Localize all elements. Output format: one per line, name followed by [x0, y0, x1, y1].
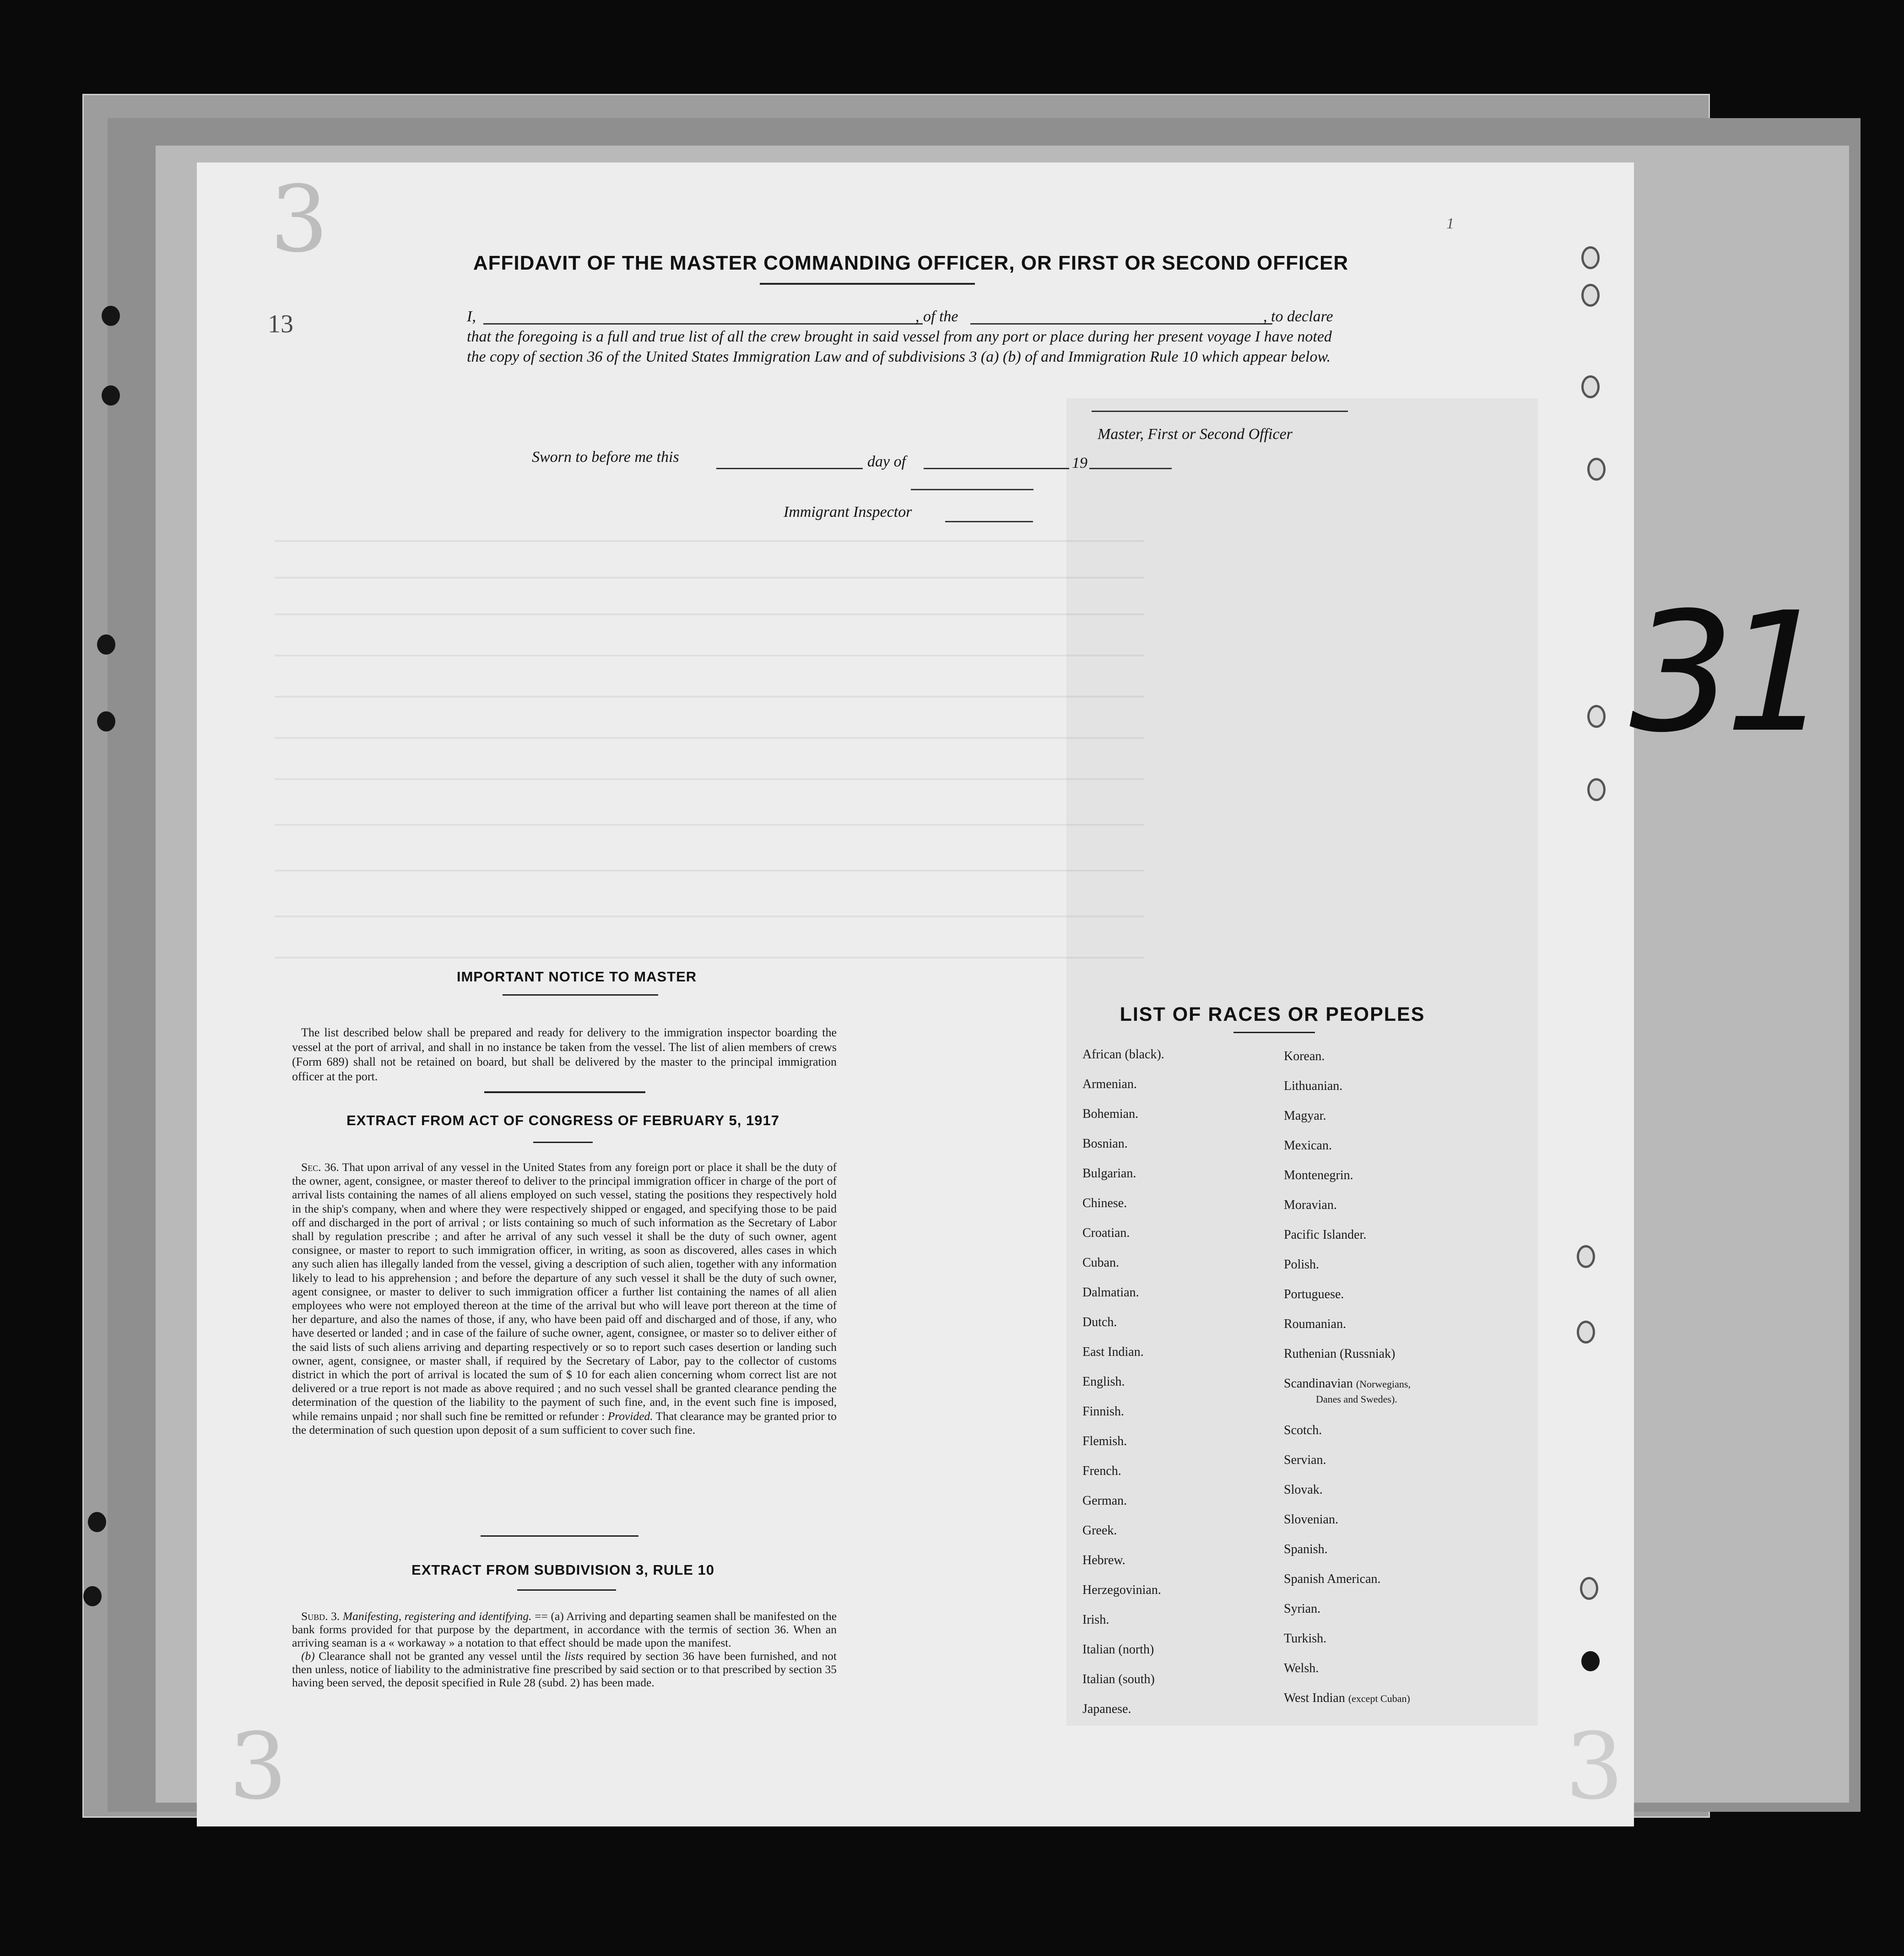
corner-stamp-number: 3	[270, 166, 329, 273]
rule10-part-a-text: == (a) Arriving and departing seamen shall be manifested on the bank forms provided for that purpose by the department, in accordance with the termis of section 36. When an arriving seaman is a « workaway » a notation to that effect should be made upon the manifest.	[292, 1609, 837, 1649]
binder-ring	[1587, 778, 1606, 801]
race-item: Pacific Islander.	[1284, 1228, 1367, 1242]
bleed-through-row	[275, 540, 1144, 542]
sworn-label: Sworn to before me this	[532, 449, 679, 466]
affidavit-of-the: , of the	[915, 308, 958, 325]
race-west-indian: West Indian	[1284, 1691, 1345, 1705]
race-item: Finnish.	[1082, 1404, 1125, 1419]
punch-hole	[97, 711, 115, 731]
race-item: Bulgarian.	[1082, 1166, 1136, 1181]
rule10-part-a	[292, 1609, 837, 1649]
binder-ring	[1577, 1321, 1595, 1344]
rule10-part-b	[292, 1649, 837, 1689]
race-item: Roumanian.	[1284, 1317, 1347, 1331]
race-item: Cuban.	[1082, 1256, 1120, 1270]
race-item: English.	[1082, 1375, 1125, 1389]
race-item-west-indian	[1284, 1691, 1410, 1706]
bleed-through-row	[275, 577, 1144, 579]
affidavit-title: AFFIDAVIT OF THE MASTER COMMANDING OFFICER, OR FIRST OR SECOND OFFICER	[473, 252, 1349, 274]
race-item: Hebrew.	[1082, 1553, 1125, 1567]
race-item: Flemish.	[1082, 1434, 1127, 1448]
race-item: Chinese.	[1082, 1196, 1127, 1210]
race-item: Turkish.	[1284, 1631, 1327, 1646]
part-b-label: (b)	[301, 1649, 315, 1663]
binder-ring	[1587, 458, 1606, 481]
punch-hole	[102, 385, 120, 406]
race-item: Armenian.	[1082, 1077, 1137, 1091]
race-item: Spanish.	[1284, 1542, 1328, 1556]
provided-word: Provided.	[607, 1409, 653, 1423]
vessel-blank-line	[970, 323, 1272, 325]
race-item: Slovak.	[1284, 1483, 1323, 1497]
section-label: Sec. 36.	[301, 1160, 339, 1174]
race-item: Bosnian.	[1082, 1137, 1128, 1151]
race-item: Scotch.	[1284, 1423, 1322, 1437]
bleed-through-row	[275, 916, 1144, 917]
rule10-part-b-text-2: required by section 36 have been furnished, and not then unless, notice of liability to the administrative fine prescribed by said section or to that prescribed by section 35 having been served, the deposit specified in Rule 28 (subd. 2) has been made.	[292, 1649, 837, 1689]
affidavit-to-declare: , to declare	[1263, 308, 1333, 325]
punch-hole	[83, 1586, 102, 1606]
race-item: Dutch.	[1082, 1315, 1117, 1329]
day-blank-line	[716, 468, 863, 469]
race-item: Italian (south)	[1082, 1672, 1155, 1686]
race-item: Lithuanian.	[1284, 1079, 1343, 1093]
notice-heading: IMPORTANT NOTICE TO MASTER	[456, 969, 697, 985]
punch-hole	[97, 634, 115, 655]
act-extract-body	[292, 1160, 837, 1437]
bleed-through-row	[275, 824, 1144, 826]
act-extract-underline	[533, 1142, 593, 1143]
binder-ring	[1577, 1245, 1595, 1268]
bleed-through-row	[275, 778, 1144, 780]
rule10-underline	[517, 1589, 616, 1591]
binder-ring	[1581, 284, 1600, 307]
master-signature-line	[1092, 411, 1348, 412]
title-underline	[760, 283, 975, 285]
notice-underline	[503, 994, 658, 996]
inspector-label: Immigrant Inspector	[784, 504, 912, 520]
binder-ring	[1581, 246, 1600, 269]
race-item: East Indian.	[1082, 1345, 1144, 1359]
binder-ring	[1580, 1577, 1598, 1600]
corner-stamp-number-bottom-left: 3	[229, 1713, 287, 1820]
races-title-underline	[1233, 1032, 1315, 1033]
races-list-title: LIST OF RACES OR PEOPLES	[1120, 1003, 1425, 1025]
rule10-part-b-text-1: Clearance shall not be granted any vessel until the	[319, 1649, 561, 1663]
race-item: Moravian.	[1284, 1198, 1337, 1212]
race-item: Greek.	[1082, 1523, 1117, 1538]
rule10-body	[292, 1609, 837, 1689]
race-item: Mexican.	[1284, 1138, 1332, 1153]
race-scandinavian-note-2: Danes and Swedes).	[1316, 1393, 1397, 1405]
section-divider	[484, 1091, 645, 1093]
affidavit-first-line	[467, 307, 1355, 327]
notice-body: The list described below shall be prepared and ready for delivery to the immigration inspector boarding the vessel at the port of arrival, and shall in no instance be taken from the vessel. The list of alien members of crews (Form 689) shall not be retained on board, but shall be delivered by the master to the principal immigration officer at the port.	[292, 1026, 837, 1083]
race-west-indian-note: (except Cuban)	[1348, 1693, 1410, 1704]
race-item: Dalmatian.	[1082, 1285, 1139, 1300]
year-prefix: 19	[1072, 455, 1087, 471]
month-blank-line	[924, 468, 1069, 469]
act-extract-text: That upon arrival of any vessel in the United States from any foreign port or place it shall be the duty of the owner, agent, consignee, or master thereof to deliver to the principal immigration officer in charge of the port of arrival lists containing the names of all aliens employed on such vessel, stating the positions they respectively hold in the ship's company, when and where they were respectively shipped or engaged, and specifying those to be paid off and discharged in the port of arrival ; or lists containing so much of such information as the Secretary of Labor shall by regulation prescribe ; and after he arrival of any such vessel it shall be the duty of such owner, agent consignee, or master to report to such immigration officer, in writing, as soon as discovered, alles cases in which any such alien has illegally landed from the vessel, giving a description of such alien, together with any information likely to lead to his apprehension ; and before the departure of any such vessel it shall be the duty of such owner, agent consignee, or master to deliver to such immigration officer a further list containing the names of all alien employees who were not employed thereon at the time of the arrival but who will leave port thereon at the time of her departure, and also the names of those, if any, who have been paid off and discharged and of those, if any, who have deserted or landed ; and in case of the failure of suche owner, agent, consignee, or master so to deliver either of the said lists of such aliens arriving and departing respectively or so to report such cases desertion or landing such owner, agent, consignee, or master shall, if required by the Secretary of Labor, pay to the collector of customs district in which the port of arrival is located the sum of $ 10 for each alien concerning whom correct list are not delivered or a true report is not made as above required ; and no such vessel shall be granted clearance pending the determination of the question of the liability to the payment of such fine, and, in the event such fine is imposed, while remains unpaid ; nor shall such fine be remitted or refunder :	[292, 1160, 837, 1423]
race-item: Spanish American.	[1284, 1572, 1381, 1586]
race-item: African (black).	[1082, 1047, 1164, 1062]
handwritten-sheet-number: 31	[1629, 577, 1821, 769]
bleed-through-row	[275, 696, 1144, 698]
race-item: Irish.	[1082, 1613, 1109, 1627]
race-item: Japanese.	[1082, 1702, 1131, 1716]
binder-hole	[1581, 1651, 1600, 1671]
top-right-mark: 1	[1446, 215, 1454, 232]
affidavit-body: that the foregoing is a full and true list of all the crew brought in said vessel from any port or place during her present voyage I have noted the copy of section 36 of the United States Immigration Law and of subdivisions 3 (a) (b) of and Immigration Rule 10 which appear below.	[467, 328, 1332, 365]
race-item: Korean.	[1284, 1049, 1325, 1063]
race-item-scandinavian	[1284, 1376, 1411, 1391]
race-item: Ruthenian (Russniak)	[1284, 1347, 1396, 1361]
lists-word: lists	[564, 1649, 584, 1663]
day-of-label: day of	[867, 453, 906, 470]
act-extract-heading: EXTRACT FROM ACT OF CONGRESS OF FEBRUARY 5, 1917	[346, 1112, 779, 1128]
race-item: German.	[1082, 1494, 1127, 1508]
affidavit-i: I,	[467, 308, 476, 325]
race-item: Portuguese.	[1284, 1287, 1344, 1301]
race-item: Bohemian.	[1082, 1107, 1139, 1121]
race-item: Slovenian.	[1284, 1512, 1338, 1527]
bleed-through-row	[275, 957, 1144, 959]
inspector-signature-line	[911, 489, 1033, 490]
race-item: Croatian.	[1082, 1226, 1130, 1240]
race-scandinavian: Scandinavian	[1284, 1376, 1353, 1391]
bleed-through-row	[275, 613, 1144, 615]
name-blank-line	[483, 323, 923, 325]
binder-ring	[1587, 705, 1606, 728]
race-item: Welsh.	[1284, 1661, 1319, 1675]
rule10-heading: EXTRACT FROM SUBDIVISION 3, RULE 10	[411, 1562, 714, 1578]
punch-hole	[102, 306, 120, 326]
section-divider-2	[481, 1535, 638, 1537]
subd-title: Manifesting, registering and identifying.	[342, 1609, 532, 1623]
race-item: Servian.	[1284, 1453, 1326, 1467]
race-item: Syrian.	[1284, 1602, 1321, 1616]
master-signature-label: Master, First or Second Officer	[1098, 426, 1293, 443]
binder-ring	[1581, 375, 1600, 398]
bleed-through-row	[275, 655, 1144, 656]
affidavit-text-block	[467, 307, 1355, 367]
punch-hole	[88, 1512, 106, 1532]
race-item: Polish.	[1284, 1257, 1320, 1272]
subd-label: Subd. 3.	[301, 1609, 340, 1623]
act-extract-text-end: That clearance may be granted prior to the determination of such question upon deposit of a sum sufficient to cover such fine.	[292, 1409, 837, 1436]
year-blank-line	[1089, 468, 1172, 469]
race-scandinavian-note: (Norwegians,	[1356, 1378, 1411, 1390]
race-item: Magyar.	[1284, 1109, 1326, 1123]
bleed-through-row	[275, 737, 1144, 739]
race-item: Montenegrin.	[1284, 1168, 1353, 1182]
race-item: Herzegovinian.	[1082, 1583, 1161, 1597]
corner-stamp-number-bottom-right: 3	[1565, 1713, 1624, 1820]
inspector-underline	[945, 521, 1033, 522]
race-item: French.	[1082, 1464, 1121, 1478]
race-item: Italian (north)	[1082, 1642, 1154, 1657]
edge-mark: 13	[268, 310, 293, 338]
bleed-through-row	[275, 870, 1144, 872]
